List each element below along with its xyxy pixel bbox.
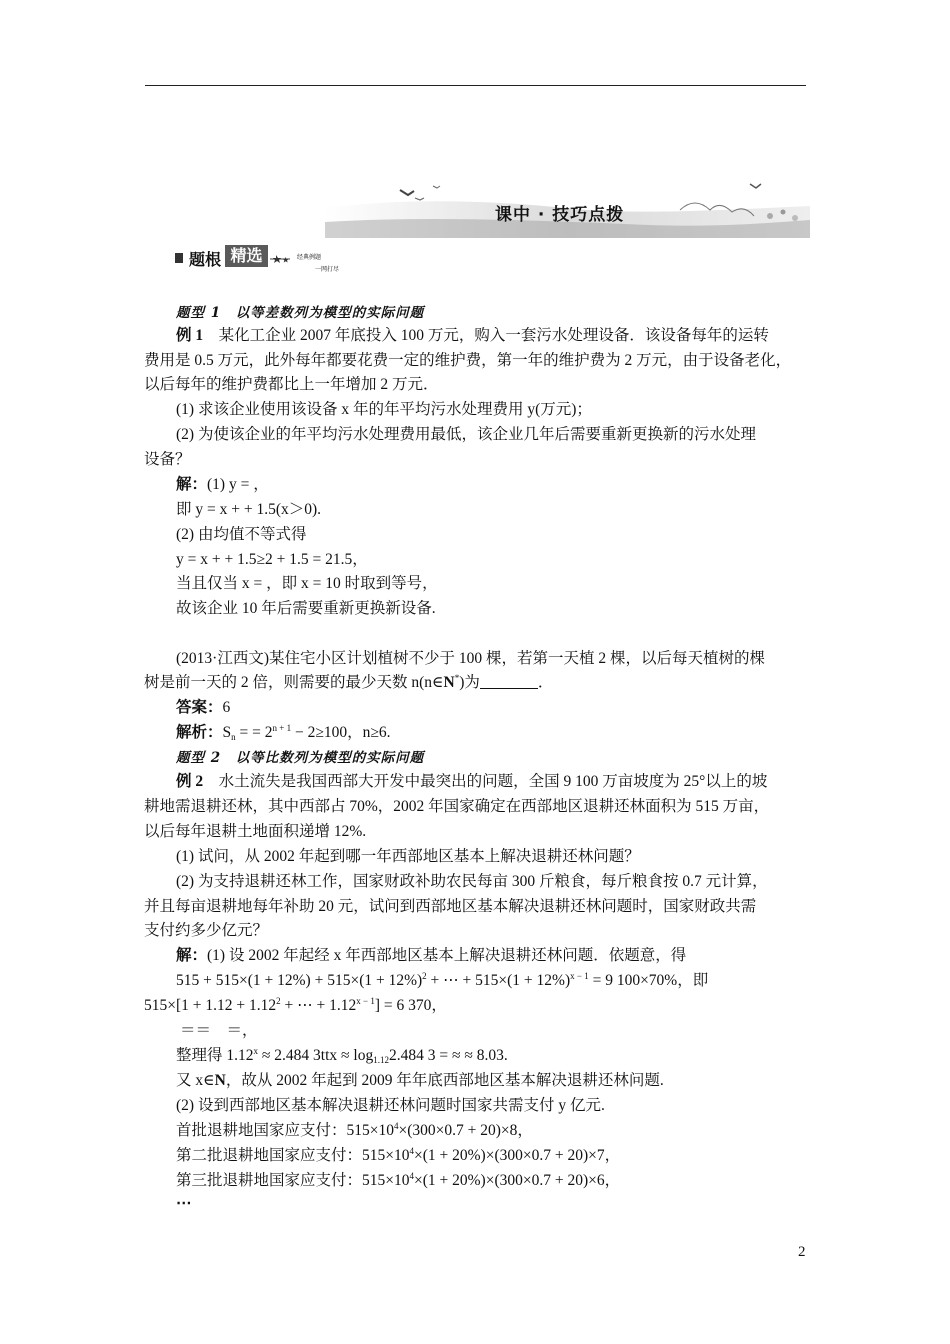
solution2-line9 <box>176 1145 620 1167</box>
answer-blank <box>480 674 538 689</box>
example1-question1: (1) 求该企业使用该设备 x 年的年平均污水处理费用 y(万元)； <box>176 401 592 418</box>
analysis-label: 解析： <box>176 724 223 741</box>
banner-title: 课中 · 技巧点拨 <box>495 205 625 225</box>
solution2-label: 解： <box>176 947 208 964</box>
solution2-text1: (1) 设 2002 年起经 x 年西部地区基本上解决退耕还林问题．依题意，得 <box>207 947 687 964</box>
analysis-exponent: n + 1 <box>272 723 292 733</box>
example2-label: 例 2 <box>176 773 204 790</box>
solution2-ellipsis: ⋯ <box>176 1195 192 1212</box>
practice-line1: (2013·江西文)某住宅小区计划植树不少于 100 棵，若第一天植 2 棵，以后每天植树的棵 <box>176 650 765 667</box>
eq-part: 第三批退耕地国家应支付：515×10 <box>176 1172 410 1189</box>
eq-exp: 4 <box>409 1146 414 1156</box>
eq-part: ] = 6 370， <box>374 997 447 1014</box>
example1-line3: 以后每年的维护费都比上一年增加 2 万元． <box>144 376 439 393</box>
eq-part: 首批退耕地国家应支付：515×10 <box>176 1122 394 1139</box>
eq-part: = 9 100×70%，即 <box>588 972 709 989</box>
eq-part: ×(300×0.7 + 20)×8， <box>398 1122 533 1139</box>
eq-part: 整理得 1.12 <box>176 1047 254 1064</box>
analysis-S: S <box>222 724 232 741</box>
solution2-line6 <box>176 1070 664 1092</box>
natural-set-symbol: N <box>443 674 455 691</box>
type2-heading: 题型 2 以等比数列为模型的实际问题 <box>176 750 425 766</box>
page-number: 2 <box>798 1244 806 1260</box>
solution2-line1 <box>176 945 686 967</box>
tag-label-2: 精选 <box>225 245 268 267</box>
eq-part: ≈ 2.484 3ttx ≈ log <box>258 1047 374 1064</box>
eq-part: ×(1 + 20%)×(300×0.7 + 20)×7， <box>414 1147 621 1164</box>
example2-question1: (1) 试问，从 2002 年起到哪一年西部地区基本上解决退耕还林问题？ <box>176 848 640 865</box>
answer-line <box>176 697 230 719</box>
eq-part: 515×[1 + 1.12 + 1.12 <box>144 997 277 1014</box>
eq-part: 又 x∈ <box>176 1072 215 1089</box>
eq-exp: 2 <box>422 971 427 981</box>
example1-text1: 某化工企业 2007 年底投入 100 万元，购入一套污水处理设备．该设备每年的运转 <box>218 327 769 344</box>
analysis-tail: − 2≥100，n≥6. <box>291 724 391 741</box>
eq-part: 515 + 515×(1 + 12%) + 515×(1 + 12%) <box>176 972 423 989</box>
solution1-line4: y = x + + 1.5≥2 + 1.5 = 21.5， <box>176 551 368 568</box>
eq-exp: 2 <box>276 996 281 1006</box>
example1-question2a: (2) 为使该企业的年平均污水处理费用最低，该企业几年后需要重新更换新的污水处理 <box>176 426 756 443</box>
solution1-text1: (1) y = ， <box>207 476 269 493</box>
solution2-line7: (2) 设到西部地区基本解决退耕还林问题时国家共需支付 y 亿元. <box>176 1097 605 1114</box>
practice-text2: )为 <box>459 674 480 691</box>
example2-text1: 水土流失是我国西部大开发中最突出的问题，全国 9 100 万亩坡度为 25°以上的坡 <box>218 773 768 790</box>
solution2-line3 <box>144 995 447 1017</box>
example2-line2: 耕地需退耕还林，其中西部占 70%，2002 年国家确定在西部地区退耕还林面积为 515 万亩， <box>144 798 770 815</box>
example1-line1 <box>176 325 769 347</box>
eq-part: ，故从 2002 年起到 2009 年年底西部地区基本解决退耕还林问题. <box>225 1072 664 1089</box>
solution1-line1 <box>176 474 269 496</box>
natural-set-symbol: N <box>214 1072 226 1089</box>
solution1-line2: 即 y = x + + 1.5(x＞0). <box>176 501 322 518</box>
solution2-line5 <box>176 1045 508 1067</box>
type1-heading: 题型 1 以等差数列为模型的实际问题 <box>176 305 425 321</box>
eq-part: 第二批退耕地国家应支付：515×10 <box>176 1147 410 1164</box>
header-rule <box>145 85 806 86</box>
practice-text: 树是前一天的 2 倍，则需要的最少天数 n(n∈ <box>144 674 444 691</box>
answer-value: 6 <box>222 699 231 716</box>
example2-question2c: 支付约多少亿元？ <box>144 922 269 939</box>
example2-question2b: 并且每亩退耕地每年补助 20 元，试问到西部地区基本解决退耕还林问题时，国家财政共需 <box>144 898 757 915</box>
eq-exp: x − 1 <box>356 996 375 1006</box>
analysis-line <box>176 722 390 744</box>
solution2-line10 <box>176 1170 620 1192</box>
eq-part: 2.484 3 = ≈ ≈ 8.03. <box>388 1047 508 1064</box>
star-superscript: * <box>454 673 460 683</box>
eq-exp: 4 <box>409 1171 414 1181</box>
solution1-line6: 故该企业 10 年后需要重新更换新设备. <box>176 600 436 617</box>
practice-end: ． <box>537 674 554 691</box>
example1-label: 例 1 <box>176 327 204 344</box>
solution2-line8 <box>176 1120 533 1142</box>
tag-small-1: 经典例题 <box>297 254 322 261</box>
solution1-label: 解： <box>176 476 208 493</box>
eq-exp: x − 1 <box>570 971 589 981</box>
solution2-line2 <box>176 970 708 992</box>
eq-part: ×(1 + 20%)×(300×0.7 + 20)×6， <box>414 1172 621 1189</box>
tag-small-2: 一网打尽 <box>315 266 340 273</box>
practice-line2 <box>144 672 553 694</box>
example1-line2: 费用是 0.5 万元，此外每年都要花费一定的维护费，第一年的维护费为 2 万元，由于设备老化， <box>144 352 792 369</box>
example2-line3: 以后每年退耕土地面积递增 12%. <box>144 823 367 840</box>
solution2-line4: ＝＝ ＝， <box>180 1022 258 1039</box>
eq-part: + ⋯ + 515×(1 + 12%) <box>426 972 571 989</box>
eq-sub: 1.12 <box>373 1055 389 1065</box>
example1-question2b: 设备？ <box>144 451 191 468</box>
analysis-mid: = = 2 <box>235 724 273 741</box>
analysis-sub-n: n <box>231 732 236 742</box>
tag-label-1: 题根 <box>189 250 222 269</box>
solution1-line5: 当且仅当 x = ，即 x = 10 时取到等号， <box>176 575 438 592</box>
example2-question2a: (2) 为支持退耕还林工作，国家财政补助农民每亩 300 斤粮食，每斤粮食按 0.7 元计算， <box>176 873 768 890</box>
solution1-line3: (2) 由均值不等式得 <box>176 526 307 543</box>
example2-line1 <box>176 771 767 793</box>
answer-label: 答案： <box>176 699 223 716</box>
eq-exp: 4 <box>394 1121 399 1131</box>
eq-part: + ⋯ + 1.12 <box>280 997 357 1014</box>
eq-exp: x <box>253 1046 259 1056</box>
